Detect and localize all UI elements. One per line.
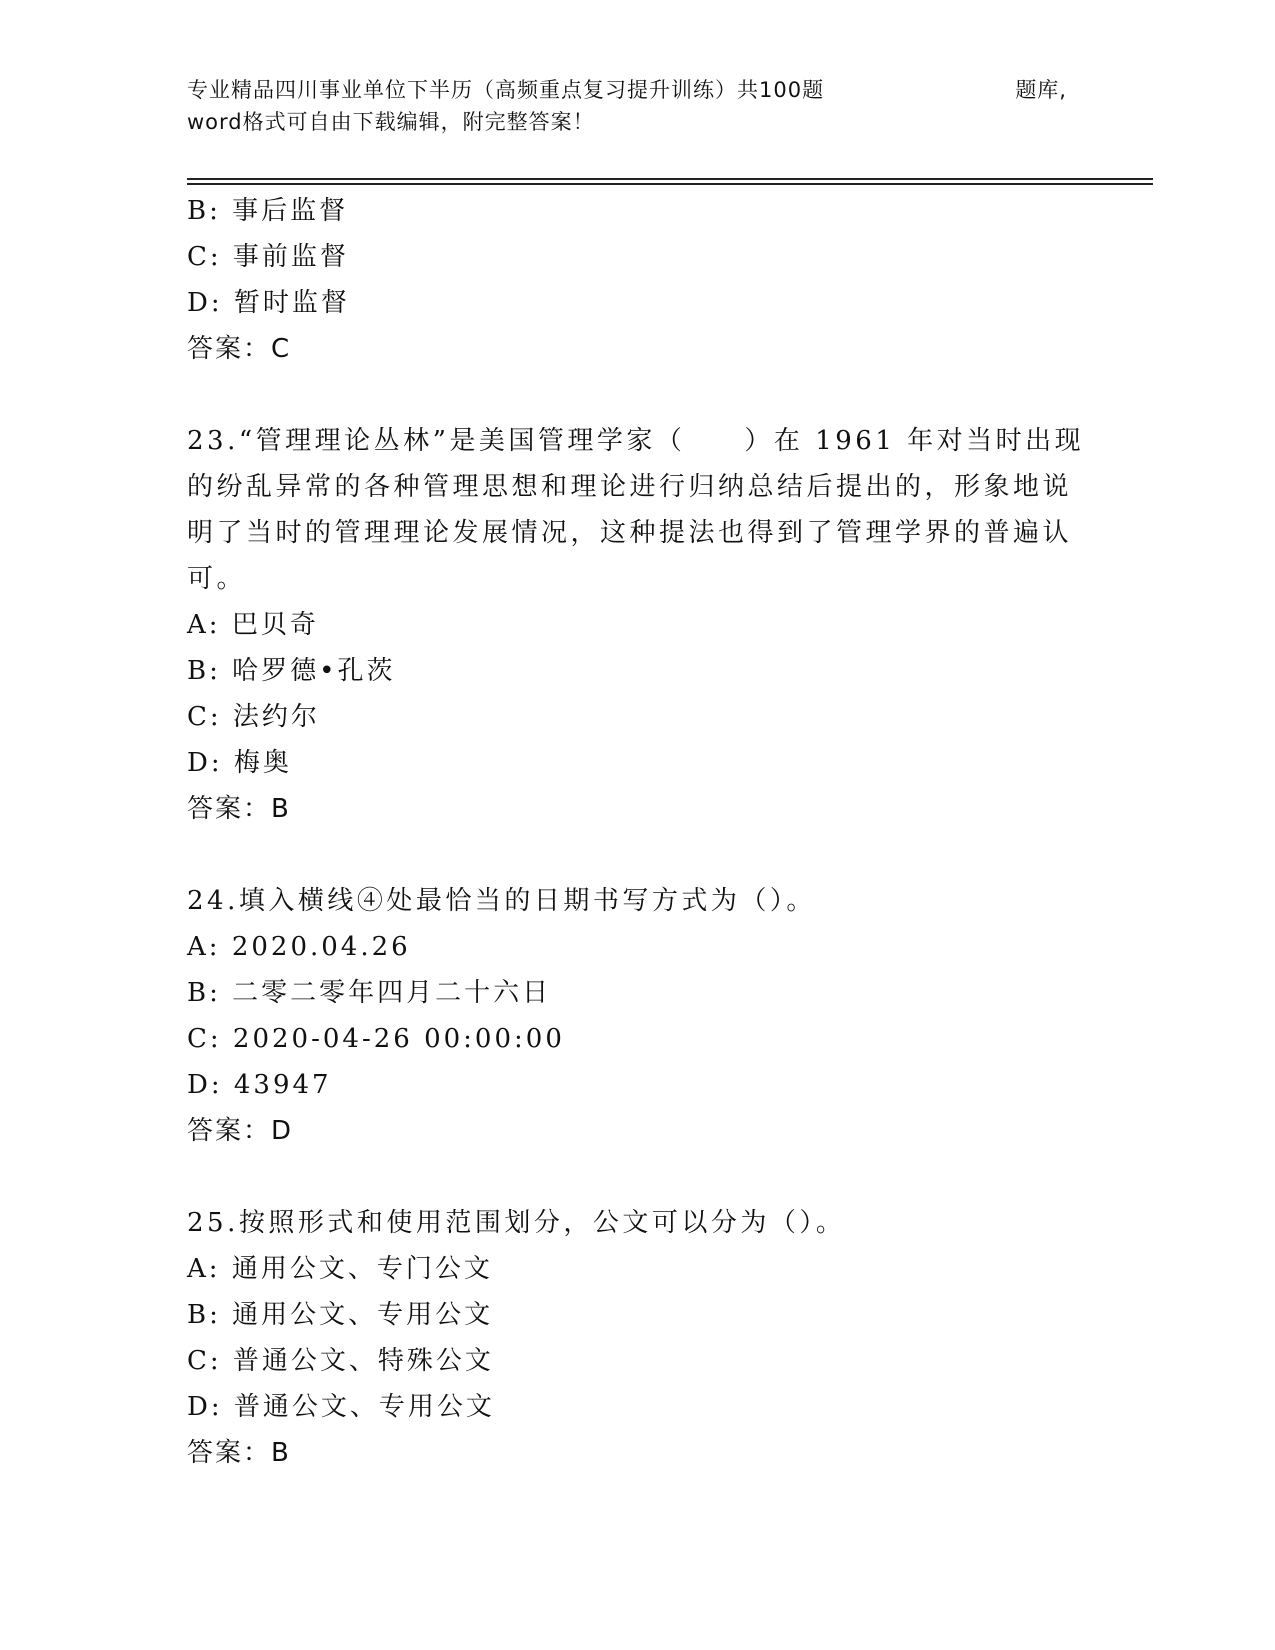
option-text: 普通公文、特殊公文 (232, 1346, 494, 1376)
question-stem (187, 878, 1067, 924)
page-header (187, 74, 1067, 138)
option-label: C: (187, 242, 222, 272)
option-label: D: (187, 1070, 223, 1100)
answer-line: 答案：B (187, 1438, 291, 1468)
header-subtitle: word格式可自由下载编辑，附完整答案！ (187, 110, 595, 134)
option-text: 二零二零年四月二十六日 (232, 978, 552, 1008)
option-c (187, 234, 1067, 280)
option-text: 普通公文、专用公文 (233, 1392, 495, 1422)
option-label: B: (187, 978, 221, 1008)
option-c (187, 694, 1067, 740)
stem-line: 明了当时的管理理论发展情况，这种提法也得到了管理学界的普遍认 (187, 518, 1073, 548)
question-22-continued (187, 188, 1067, 372)
option-text: 通用公文、专用公文 (232, 1300, 494, 1330)
option-text: 暂时监督 (233, 288, 350, 318)
option-b (187, 648, 1067, 694)
option-a (187, 1246, 1067, 1292)
header-title-suffix: 题库, (1015, 78, 1067, 102)
question-24 (187, 878, 1067, 1154)
option-label: C: (187, 702, 222, 732)
option-label: B: (187, 196, 221, 226)
option-c (187, 1338, 1067, 1384)
option-a (187, 924, 1067, 970)
option-text: 巴贝奇 (231, 610, 319, 640)
option-d (187, 1062, 1067, 1108)
option-text: 2020-04-26 00:00:00 (232, 1024, 565, 1054)
option-text: 法约尔 (232, 702, 320, 732)
option-text: 事前监督 (232, 242, 349, 272)
header-divider-bottom (187, 183, 1153, 185)
stem-line: 可。 (187, 564, 247, 594)
option-text: 43947 (233, 1070, 332, 1100)
option-d (187, 740, 1067, 786)
option-b (187, 188, 1067, 234)
option-text: 哈罗德•孔茨 (232, 656, 396, 686)
option-b (187, 970, 1067, 1016)
stem-line: 的纷乱异常的各种管理思想和理论进行归纳总结后提出的，形象地说 (187, 472, 1073, 502)
spacer (187, 1154, 1067, 1200)
header-title: 专业精品四川事业单位下半历（高频重点复习提升训练）共100题 (187, 78, 825, 102)
option-label: A: (187, 932, 221, 962)
question-stem (187, 418, 1085, 602)
header-divider-top (187, 178, 1153, 180)
answer-line: 答案：D (187, 1116, 294, 1146)
option-label: D: (187, 1392, 223, 1422)
stem-line: 25.按照形式和使用范围划分，公文可以分为（）。 (187, 1208, 846, 1238)
option-label: B: (187, 1300, 221, 1330)
stem-line: 23.“管理理论丛林”是美国管理学家（ ）在 1961 年对当时出现 (187, 426, 1085, 456)
option-text: 梅奥 (233, 748, 292, 778)
option-label: D: (187, 288, 223, 318)
page-content (187, 188, 1085, 1476)
option-c (187, 1016, 1067, 1062)
option-text: 2020.04.26 (231, 932, 411, 962)
question-23 (187, 418, 1085, 832)
question-stem (187, 1200, 1067, 1246)
option-text: 事后监督 (232, 196, 349, 226)
answer-line: 答案：B (187, 794, 291, 824)
option-label: A: (187, 1254, 221, 1284)
option-label: C: (187, 1346, 222, 1376)
option-text: 通用公文、专门公文 (231, 1254, 493, 1284)
answer-line: 答案：C (187, 334, 292, 364)
option-b (187, 1292, 1067, 1338)
option-d (187, 280, 1067, 326)
header-title-row (187, 74, 1067, 106)
stem-line: 24.填入横线④处最恰当的日期书写方式为（）。 (187, 886, 816, 916)
question-25 (187, 1200, 1067, 1476)
option-label: A: (187, 610, 221, 640)
option-label: C: (187, 1024, 222, 1054)
option-label: B: (187, 656, 221, 686)
spacer (187, 372, 1067, 418)
spacer (187, 832, 1067, 878)
option-d (187, 1384, 1067, 1430)
option-label: D: (187, 748, 223, 778)
option-a (187, 602, 1067, 648)
